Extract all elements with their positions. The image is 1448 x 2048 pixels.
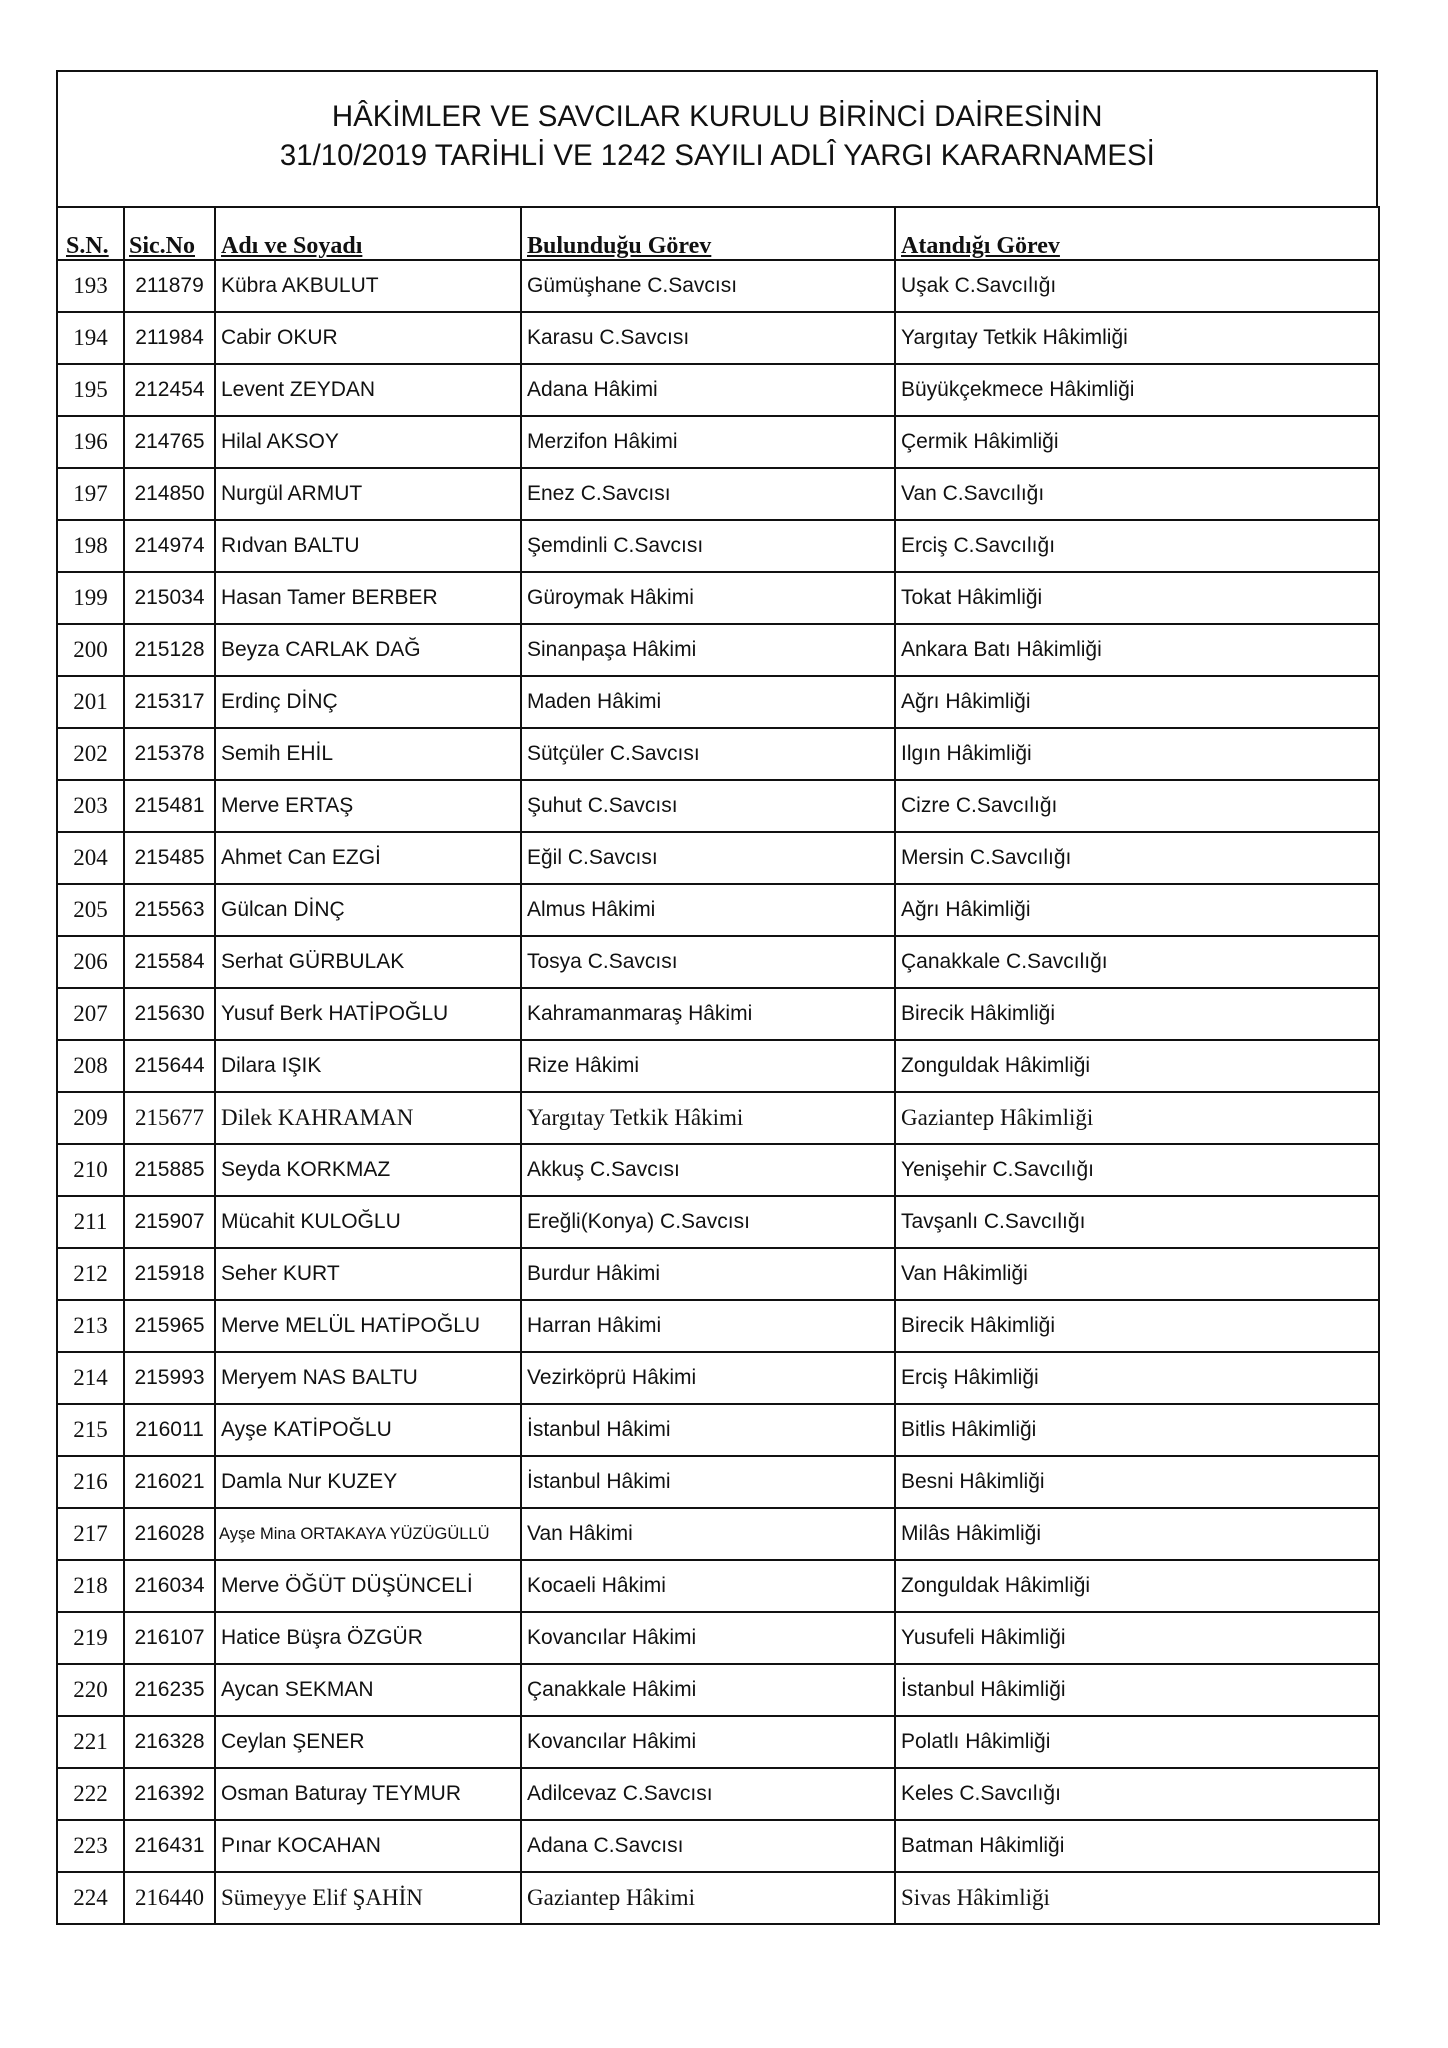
cell-sicil-no: 215128 bbox=[124, 624, 215, 676]
cell-name: Serhat GÜRBULAK bbox=[215, 936, 521, 988]
table-row bbox=[57, 1768, 1379, 1820]
cell-name: Hilal AKSOY bbox=[215, 416, 521, 468]
table-row bbox=[57, 1300, 1379, 1352]
cell-current-post: Rize Hâkimi bbox=[521, 1040, 895, 1092]
table-row bbox=[57, 520, 1379, 572]
cell-name: Yusuf Berk HATİPOĞLU bbox=[215, 988, 521, 1040]
header-sicil-no: Sic.No bbox=[124, 207, 215, 260]
cell-current-post: Gümüşhane C.Savcısı bbox=[521, 260, 895, 312]
cell-sn: 194 bbox=[57, 312, 124, 364]
cell-sn: 217 bbox=[57, 1508, 124, 1560]
cell-assigned-post: Birecik Hâkimliği bbox=[895, 1300, 1379, 1352]
cell-assigned-post: Zonguldak Hâkimliği bbox=[895, 1040, 1379, 1092]
cell-sn: 196 bbox=[57, 416, 124, 468]
cell-current-post: Kocaeli Hâkimi bbox=[521, 1560, 895, 1612]
cell-sn: 216 bbox=[57, 1456, 124, 1508]
cell-sicil-no: 215317 bbox=[124, 676, 215, 728]
cell-name: Dilara IŞIK bbox=[215, 1040, 521, 1092]
cell-sn: 211 bbox=[57, 1196, 124, 1248]
cell-assigned-post: Van C.Savcılığı bbox=[895, 468, 1379, 520]
cell-sicil-no: 215584 bbox=[124, 936, 215, 988]
cell-assigned-post: Ağrı Hâkimliği bbox=[895, 676, 1379, 728]
cell-sn: 223 bbox=[57, 1820, 124, 1872]
table-row bbox=[57, 780, 1379, 832]
cell-assigned-post: Cizre C.Savcılığı bbox=[895, 780, 1379, 832]
cell-current-post: Sinanpaşa Hâkimi bbox=[521, 624, 895, 676]
cell-sicil-no: 214974 bbox=[124, 520, 215, 572]
cell-sn: 221 bbox=[57, 1716, 124, 1768]
cell-sicil-no: 216034 bbox=[124, 1560, 215, 1612]
table-row bbox=[57, 1872, 1379, 1924]
header-name: Adı ve Soyadı bbox=[215, 207, 521, 260]
cell-sicil-no: 212454 bbox=[124, 364, 215, 416]
cell-current-post: Adana C.Savcısı bbox=[521, 1820, 895, 1872]
cell-assigned-post: İstanbul Hâkimliği bbox=[895, 1664, 1379, 1716]
title-line-2: 31/10/2019 TARİHLİ VE 1242 SAYILI ADLÎ YARGI KARARNAMESİ bbox=[279, 139, 1155, 172]
cell-assigned-post: Sivas Hâkimliği bbox=[895, 1872, 1379, 1924]
cell-current-post: Adana Hâkimi bbox=[521, 364, 895, 416]
cell-current-post: Sütçüler C.Savcısı bbox=[521, 728, 895, 780]
cell-sicil-no: 216235 bbox=[124, 1664, 215, 1716]
decree-document bbox=[56, 70, 1378, 1925]
cell-sicil-no: 215677 bbox=[124, 1092, 215, 1144]
cell-name: Pınar KOCAHAN bbox=[215, 1820, 521, 1872]
cell-sn: 203 bbox=[57, 780, 124, 832]
cell-name: Nurgül ARMUT bbox=[215, 468, 521, 520]
cell-sn: 213 bbox=[57, 1300, 124, 1352]
cell-sn: 209 bbox=[57, 1092, 124, 1144]
cell-assigned-post: Van Hâkimliği bbox=[895, 1248, 1379, 1300]
cell-name: Aycan SEKMAN bbox=[215, 1664, 521, 1716]
cell-current-post: Güroymak Hâkimi bbox=[521, 572, 895, 624]
table-row bbox=[57, 1196, 1379, 1248]
cell-current-post: Vezirköprü Hâkimi bbox=[521, 1352, 895, 1404]
cell-name: Ahmet Can EZGİ bbox=[215, 832, 521, 884]
cell-sicil-no: 211984 bbox=[124, 312, 215, 364]
cell-name: Ayşe Mina ORTAKAYA YÜZÜGÜLLÜ bbox=[215, 1508, 521, 1560]
cell-assigned-post: Bitlis Hâkimliği bbox=[895, 1404, 1379, 1456]
cell-sn: 199 bbox=[57, 572, 124, 624]
cell-sicil-no: 215885 bbox=[124, 1144, 215, 1196]
table-row bbox=[57, 416, 1379, 468]
cell-sn: 210 bbox=[57, 1144, 124, 1196]
cell-sicil-no: 215918 bbox=[124, 1248, 215, 1300]
cell-sicil-no: 215034 bbox=[124, 572, 215, 624]
cell-assigned-post: Erciş Hâkimliği bbox=[895, 1352, 1379, 1404]
table-row bbox=[57, 1664, 1379, 1716]
cell-sicil-no: 211879 bbox=[124, 260, 215, 312]
title-box bbox=[56, 70, 1378, 206]
cell-sn: 204 bbox=[57, 832, 124, 884]
cell-name: Kübra AKBULUT bbox=[215, 260, 521, 312]
table-row bbox=[57, 468, 1379, 520]
cell-assigned-post: Tokat Hâkimliği bbox=[895, 572, 1379, 624]
cell-sicil-no: 214850 bbox=[124, 468, 215, 520]
table-row bbox=[57, 1508, 1379, 1560]
cell-assigned-post: Tavşanlı C.Savcılığı bbox=[895, 1196, 1379, 1248]
cell-sn: 222 bbox=[57, 1768, 124, 1820]
cell-sn: 206 bbox=[57, 936, 124, 988]
table-row bbox=[57, 1352, 1379, 1404]
cell-current-post: Maden Hâkimi bbox=[521, 676, 895, 728]
cell-sicil-no: 216431 bbox=[124, 1820, 215, 1872]
cell-name: Beyza CARLAK DAĞ bbox=[215, 624, 521, 676]
cell-name: Seyda KORKMAZ bbox=[215, 1144, 521, 1196]
table-row bbox=[57, 1092, 1379, 1144]
cell-current-post: Çanakkale Hâkimi bbox=[521, 1664, 895, 1716]
cell-current-post: Eğil C.Savcısı bbox=[521, 832, 895, 884]
cell-name: Ayşe KATİPOĞLU bbox=[215, 1404, 521, 1456]
cell-assigned-post: Yenişehir C.Savcılığı bbox=[895, 1144, 1379, 1196]
cell-assigned-post: Batman Hâkimliği bbox=[895, 1820, 1379, 1872]
cell-name: Osman Baturay TEYMUR bbox=[215, 1768, 521, 1820]
cell-current-post: İstanbul Hâkimi bbox=[521, 1456, 895, 1508]
table-header-row bbox=[57, 207, 1379, 260]
cell-assigned-post: Keles C.Savcılığı bbox=[895, 1768, 1379, 1820]
cell-sicil-no: 216028 bbox=[124, 1508, 215, 1560]
cell-sn: 195 bbox=[57, 364, 124, 416]
cell-sn: 198 bbox=[57, 520, 124, 572]
cell-name: Seher KURT bbox=[215, 1248, 521, 1300]
cell-sicil-no: 215485 bbox=[124, 832, 215, 884]
cell-sicil-no: 215965 bbox=[124, 1300, 215, 1352]
cell-sicil-no: 216021 bbox=[124, 1456, 215, 1508]
cell-assigned-post: Mersin C.Savcılığı bbox=[895, 832, 1379, 884]
cell-current-post: Van Hâkimi bbox=[521, 1508, 895, 1560]
cell-assigned-post: Büyükçekmece Hâkimliği bbox=[895, 364, 1379, 416]
cell-sn: 220 bbox=[57, 1664, 124, 1716]
table-body bbox=[57, 260, 1379, 1924]
cell-sicil-no: 215907 bbox=[124, 1196, 215, 1248]
cell-assigned-post: Uşak C.Savcılığı bbox=[895, 260, 1379, 312]
cell-name: Damla Nur KUZEY bbox=[215, 1456, 521, 1508]
table-row bbox=[57, 676, 1379, 728]
cell-current-post: Harran Hâkimi bbox=[521, 1300, 895, 1352]
cell-sn: 215 bbox=[57, 1404, 124, 1456]
cell-current-post: Kahramanmaraş Hâkimi bbox=[521, 988, 895, 1040]
cell-assigned-post: Ağrı Hâkimliği bbox=[895, 884, 1379, 936]
cell-sn: 208 bbox=[57, 1040, 124, 1092]
cell-current-post: Enez C.Savcısı bbox=[521, 468, 895, 520]
cell-name: Hatice Büşra ÖZGÜR bbox=[215, 1612, 521, 1664]
appointments-table bbox=[56, 206, 1380, 1925]
cell-assigned-post: Çermik Hâkimliği bbox=[895, 416, 1379, 468]
cell-sn: 205 bbox=[57, 884, 124, 936]
cell-name: Hasan Tamer BERBER bbox=[215, 572, 521, 624]
table-row bbox=[57, 1144, 1379, 1196]
cell-current-post: Tosya C.Savcısı bbox=[521, 936, 895, 988]
table-row bbox=[57, 1612, 1379, 1664]
cell-sicil-no: 215481 bbox=[124, 780, 215, 832]
cell-sn: 201 bbox=[57, 676, 124, 728]
cell-assigned-post: Gaziantep Hâkimliği bbox=[895, 1092, 1379, 1144]
table-row bbox=[57, 1560, 1379, 1612]
title-line-1: HÂKİMLER VE SAVCILAR KURULU BİRİNCİ DAİRESİNİN bbox=[331, 100, 1103, 133]
cell-current-post: Adilcevaz C.Savcısı bbox=[521, 1768, 895, 1820]
table-row bbox=[57, 1040, 1379, 1092]
cell-sicil-no: 214765 bbox=[124, 416, 215, 468]
cell-assigned-post: Ankara Batı Hâkimliği bbox=[895, 624, 1379, 676]
table-row bbox=[57, 624, 1379, 676]
cell-name: Merve ERTAŞ bbox=[215, 780, 521, 832]
cell-sicil-no: 216440 bbox=[124, 1872, 215, 1924]
cell-sn: 193 bbox=[57, 260, 124, 312]
cell-assigned-post: Yusufeli Hâkimliği bbox=[895, 1612, 1379, 1664]
cell-sn: 212 bbox=[57, 1248, 124, 1300]
cell-assigned-post: Yargıtay Tetkik Hâkimliği bbox=[895, 312, 1379, 364]
cell-name: Gülcan DİNÇ bbox=[215, 884, 521, 936]
table-row bbox=[57, 832, 1379, 884]
table-row bbox=[57, 884, 1379, 936]
cell-assigned-post: Besni Hâkimliği bbox=[895, 1456, 1379, 1508]
cell-name: Erdinç DİNÇ bbox=[215, 676, 521, 728]
cell-name: Rıdvan BALTU bbox=[215, 520, 521, 572]
cell-current-post: Yargıtay Tetkik Hâkimi bbox=[521, 1092, 895, 1144]
table-row bbox=[57, 260, 1379, 312]
table-row bbox=[57, 1248, 1379, 1300]
table-row bbox=[57, 936, 1379, 988]
cell-sicil-no: 215644 bbox=[124, 1040, 215, 1092]
cell-name: Cabir OKUR bbox=[215, 312, 521, 364]
cell-name: Ceylan ŞENER bbox=[215, 1716, 521, 1768]
cell-current-post: Almus Hâkimi bbox=[521, 884, 895, 936]
cell-sn: 202 bbox=[57, 728, 124, 780]
cell-name: Merve ÖĞÜT DÜŞÜNCELİ bbox=[215, 1560, 521, 1612]
cell-name: Meryem NAS BALTU bbox=[215, 1352, 521, 1404]
cell-sn: 207 bbox=[57, 988, 124, 1040]
cell-name: Sümeyye Elif ŞAHİN bbox=[215, 1872, 521, 1924]
cell-current-post: Gaziantep Hâkimi bbox=[521, 1872, 895, 1924]
cell-sicil-no: 215378 bbox=[124, 728, 215, 780]
cell-assigned-post: Birecik Hâkimliği bbox=[895, 988, 1379, 1040]
cell-name: Merve MELÜL HATİPOĞLU bbox=[215, 1300, 521, 1352]
table-row bbox=[57, 364, 1379, 416]
cell-sn: 218 bbox=[57, 1560, 124, 1612]
cell-current-post: Akkuş C.Savcısı bbox=[521, 1144, 895, 1196]
cell-current-post: Kovancılar Hâkimi bbox=[521, 1612, 895, 1664]
cell-current-post: Kovancılar Hâkimi bbox=[521, 1716, 895, 1768]
cell-name: Semih EHİL bbox=[215, 728, 521, 780]
header-current-post: Bulunduğu Görev bbox=[521, 207, 895, 260]
cell-name: Dilek KAHRAMAN bbox=[215, 1092, 521, 1144]
table-row bbox=[57, 728, 1379, 780]
header-assigned-post: Atandığı Görev bbox=[895, 207, 1379, 260]
cell-sn: 219 bbox=[57, 1612, 124, 1664]
cell-current-post: Merzifon Hâkimi bbox=[521, 416, 895, 468]
table-row bbox=[57, 1404, 1379, 1456]
header-sn: S.N. bbox=[57, 207, 124, 260]
cell-current-post: Burdur Hâkimi bbox=[521, 1248, 895, 1300]
table-row bbox=[57, 572, 1379, 624]
cell-name: Levent ZEYDAN bbox=[215, 364, 521, 416]
cell-sn: 200 bbox=[57, 624, 124, 676]
cell-sicil-no: 215630 bbox=[124, 988, 215, 1040]
cell-current-post: Şemdinli C.Savcısı bbox=[521, 520, 895, 572]
cell-assigned-post: Erciş C.Savcılığı bbox=[895, 520, 1379, 572]
cell-current-post: Ereğli(Konya) C.Savcısı bbox=[521, 1196, 895, 1248]
cell-sn: 224 bbox=[57, 1872, 124, 1924]
cell-sicil-no: 215563 bbox=[124, 884, 215, 936]
cell-assigned-post: Ilgın Hâkimliği bbox=[895, 728, 1379, 780]
cell-current-post: Şuhut C.Savcısı bbox=[521, 780, 895, 832]
cell-current-post: Karasu C.Savcısı bbox=[521, 312, 895, 364]
cell-current-post: İstanbul Hâkimi bbox=[521, 1404, 895, 1456]
table-row bbox=[57, 988, 1379, 1040]
cell-sicil-no: 216011 bbox=[124, 1404, 215, 1456]
table-row bbox=[57, 1820, 1379, 1872]
cell-sicil-no: 216328 bbox=[124, 1716, 215, 1768]
cell-sicil-no: 216392 bbox=[124, 1768, 215, 1820]
cell-assigned-post: Milâs Hâkimliği bbox=[895, 1508, 1379, 1560]
cell-assigned-post: Zonguldak Hâkimliği bbox=[895, 1560, 1379, 1612]
cell-sn: 197 bbox=[57, 468, 124, 520]
cell-assigned-post: Çanakkale C.Savcılığı bbox=[895, 936, 1379, 988]
cell-sicil-no: 215993 bbox=[124, 1352, 215, 1404]
table-row bbox=[57, 1716, 1379, 1768]
table-row bbox=[57, 312, 1379, 364]
cell-name: Mücahit KULOĞLU bbox=[215, 1196, 521, 1248]
cell-sicil-no: 216107 bbox=[124, 1612, 215, 1664]
table-row bbox=[57, 1456, 1379, 1508]
cell-sn: 214 bbox=[57, 1352, 124, 1404]
cell-assigned-post: Polatlı Hâkimliği bbox=[895, 1716, 1379, 1768]
